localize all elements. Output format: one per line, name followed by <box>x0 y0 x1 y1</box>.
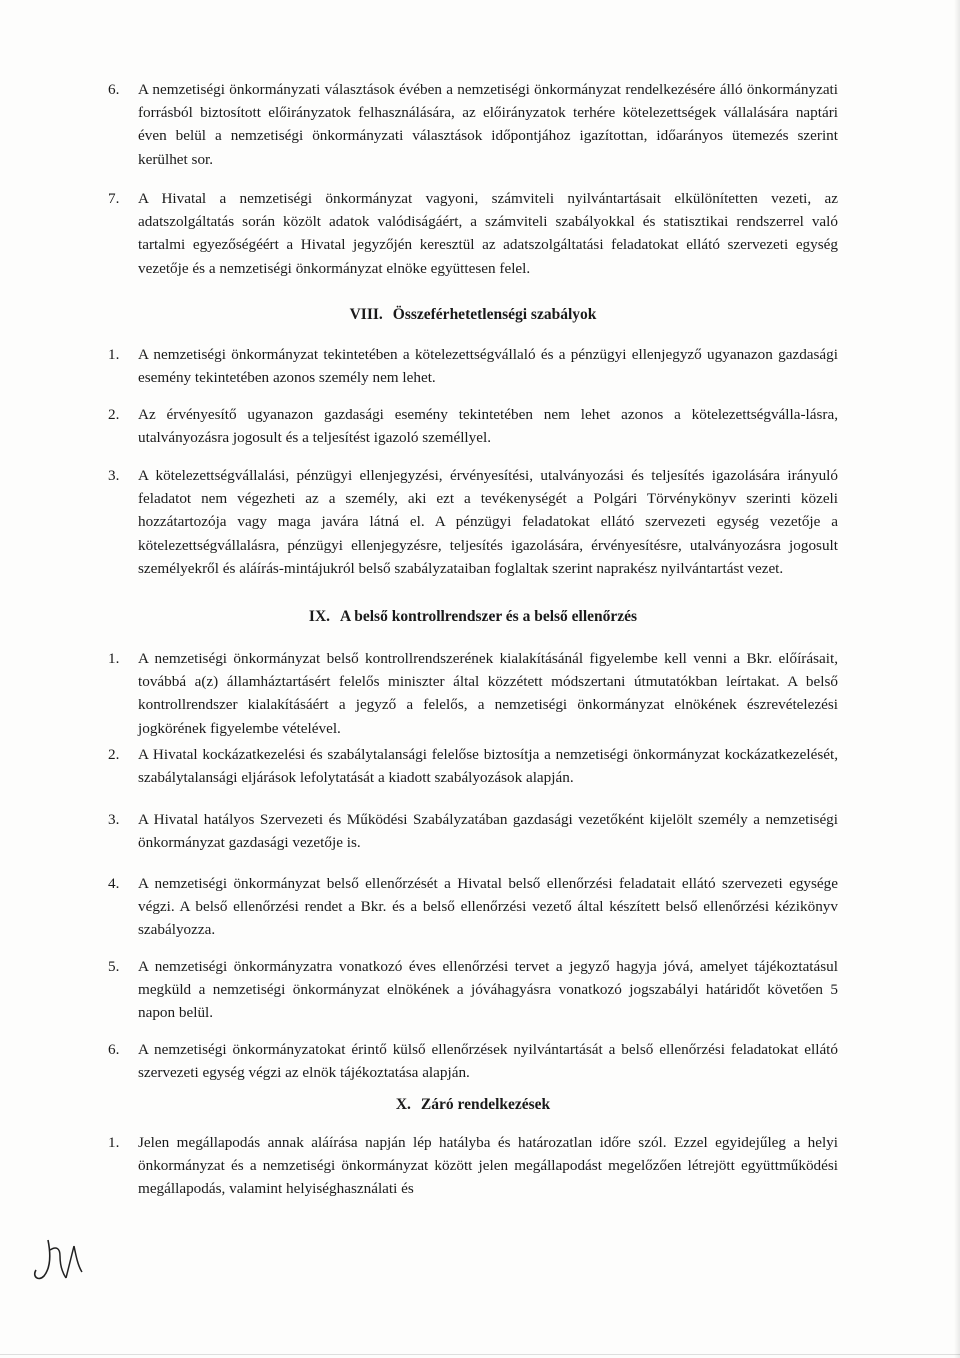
item-number: 3. <box>108 467 120 484</box>
list-item <box>108 403 838 449</box>
item-text: A nemzetiségi önkormányzatra vonatkozó éves ellenőrzési tervet a jegyző hagyja jóvá, amelyet tájékoztatásul megküld a nemzetiségi önkormányzat elnökének a jóváhagyásra vonatkozó jogszabályi határidőt követően 5 napon belül. <box>138 958 838 1022</box>
list-item <box>108 808 838 854</box>
item-number: 6. <box>108 81 120 98</box>
scan-bottom-edge <box>0 1354 960 1355</box>
list-item <box>108 464 838 580</box>
item-text: A Hivatal kockázatkezelési és szabálytalansági felelőse biztosítja a nemzetiségi önkormányzat kockázatkezelését, szabálytalansági eljárások lefolytatását a kiadott szabályozások alapján. <box>138 746 838 787</box>
list-item <box>108 1131 838 1201</box>
item-text: A nemzetiségi önkormányzat tekintetében a kötelezettségvállaló és a pénzügyi ellenjegyző ugyanazon gazdasági esemény tekintetében azonos személy nem lehet. <box>138 346 838 387</box>
item-number: 3. <box>108 811 120 828</box>
section-heading-x <box>108 1094 838 1116</box>
item-text: A Hivatal hatályos Szervezeti és Működési Szabályzatában gazdasági vezetőként kijelölt személy a nemzetiségi önkormányzat gazdasági vezetője is. <box>138 811 838 852</box>
list-item <box>108 955 838 1025</box>
item-text: A Hivatal a nemzetiségi önkormányzat vagyoni, számviteli nyilvántartásait elkülönítetten vezeti, az adatszolgáltatás során közölt adatok valódiságáért, a számviteli szabályokkal és statisztikai rendszerrel való tartalmi egyezőségéért a Hivatal jegyzőjén keresztül az adatszolgáltatási feladatokat ellátó szervezeti egység vezetője és a nemzetiségi önkormányzat elnöke együttesen felel. <box>138 190 838 277</box>
list-item <box>108 78 838 171</box>
item-number: 5. <box>108 958 120 975</box>
section-number: VIII. <box>349 306 383 323</box>
item-number: 7. <box>108 190 120 207</box>
item-number: 4. <box>108 875 120 892</box>
list-item <box>108 187 838 280</box>
item-text: Jelen megállapodás annak aláírása napján lép hatályba és határozatlan időre szól. Ezzel egyidejűleg a helyi önkormányzat és a nemzetiségi önkormányzat között jelen megállapodást megelőzően létrejött együttműködési megállapodás, valamint helyiséghasználati és <box>138 1134 838 1198</box>
item-text: A nemzetiségi önkormányzatokat érintő külső ellenőrzések nyilvántartását a belső ellenőrzési feladatokat ellátó szervezeti egység végzi az elnök tájékoztatása alapján. <box>138 1041 838 1082</box>
section-number: X. <box>395 1096 411 1113</box>
item-text: A kötelezettségvállalási, pénzügyi ellenjegyzési, érvényesítési, utalványozási és teljesítés igazolására irányuló feladatot nem végezheti az a személy, aki ezt a tevékenységét a Polgári Törvénykönyv szerinti közeli hozzátartozója vagy maga javára látná el. A pénzügyi feladatokat ellátó szervezeti egység vezetője a kötelezettségvállalásra, pénzügyi ellenjegyzésre, teljesítés igazolására, érvényesítésre, utalványozásra jogosult személyekről és aláírás-mintájukról belső szabályzataiban foglaltak szerint naprakész nyilvántartást vezet. <box>138 467 838 577</box>
section-title: Összeférhetetlenségi szabályok <box>392 306 597 323</box>
list-item <box>108 872 838 942</box>
item-number: 1. <box>108 650 120 667</box>
item-number: 1. <box>108 346 120 363</box>
item-number: 2. <box>108 406 120 423</box>
section-heading-viii <box>108 304 838 326</box>
section-number: IX. <box>308 608 331 625</box>
item-number: 1. <box>108 1134 120 1151</box>
list-item <box>108 743 838 789</box>
item-text: A nemzetiségi önkormányzat belső ellenőrzését a Hivatal belső ellenőrzési feladatait ellátó szervezeti egysége végzi. A belső ellenőrzési rendet a Bkr. és a belső ellenőrzési vezető által készített belső ellenőrzési kézikönyv szabályozza. <box>138 875 838 939</box>
item-text: A nemzetiségi önkormányzati választások évében a nemzetiségi önkormányzat rendelkezésére álló önkormányzati forrásból biztosított előirányzatok felhasználására, az előirányzatok terhére kötelezettségek vállalására naptári éven belül a nemzetiségi önkormányzati választások időpontjához igazítottan, időarányos ütemezés szerint kerülhet sor. <box>138 81 838 168</box>
item-number: 2. <box>108 746 120 763</box>
item-number: 6. <box>108 1041 120 1058</box>
list-item <box>108 1038 838 1084</box>
list-item <box>108 343 838 389</box>
section-title: A belső kontrollrendszer és a belső ellenőrzés <box>340 608 638 625</box>
item-text: Az érvényesítő ugyanazon gazdasági esemény tekintetében nem lehet azonos a kötelezettségválla-lásra, utalványozásra jogosult és a teljesítést igazoló személlyel. <box>138 406 838 447</box>
scan-edge <box>954 0 960 1358</box>
section-title: Záró rendelkezések <box>420 1096 551 1113</box>
item-text: A nemzetiségi önkormányzat belső kontrollrendszerének kialakításánál figyelembe kell venni a Bkr. előírásait, továbbá a(z) államháztartásért felelős miniszter által közzétett módszertani útmutatókban leírtakat. A belső kontrollrendszer kialakításáért a jegyző a felelős, a nemzetiségi önkormányzat elnökének észrevételezési jogkörének figyelembe vételével. <box>138 650 838 737</box>
handwritten-initials <box>30 1232 100 1292</box>
list-item <box>108 647 838 740</box>
section-heading-ix <box>108 606 838 628</box>
